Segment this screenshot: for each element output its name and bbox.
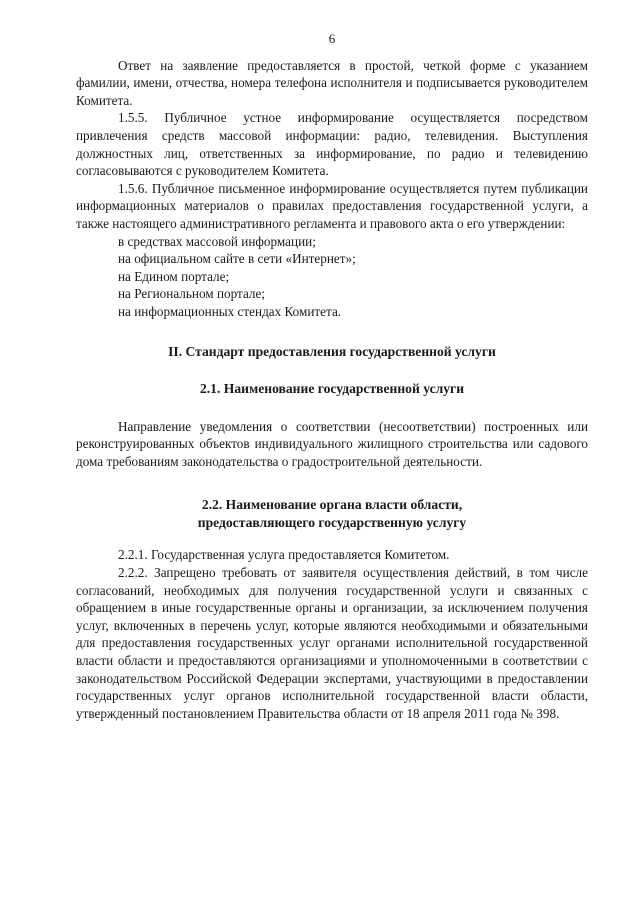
heading-2-1: 2.1. Наименование государственной услуги	[199, 381, 465, 397]
list-item: на официальном сайте в сети «Интернет»;	[118, 251, 356, 267]
list-item: на Региональном портале;	[118, 286, 266, 302]
list-item: на Едином портале;	[118, 268, 230, 284]
paragraph-2-1: Направление уведомления о соответствии (несоответствии) построенных или реконструированных объектов индивидуального жилищного строительства или садового дома требованиям законодательства о градостроительной деятельности.	[76, 418, 588, 469]
heading-2-2	[76, 496, 588, 532]
list-item: в средствах массовой информации;	[118, 233, 316, 249]
paragraph-2-2-2: 2.2.2. Запрещено требовать от заявителя осуществления действий, в том числе согласований, необходимых для получения государственной услуги и связанных с обращением в иные государственные органы и организации, за исключением получения услуг, включенных в перечень услуг, которые являются необходимыми и обязательными для предоставления государственных услуг органами исполнительной государственной власти области и предоставляются организациями и уполномоченными в соответствии с законодательством Российской Федерации экспертами, участвующими в предоставлении государственных услуг органов исполнительной государственной власти области, утвержденный постановлением Правительства области от 18 апреля 2011 года № 398.	[76, 565, 588, 721]
paragraph-1-5-6: 1.5.6. Публичное письменное информирование осуществляется путем публикации информационных материалов о правилах предоставления государственной услуги, а также настоящего административного регламента и правового акта о его утверждении:	[76, 180, 588, 231]
heading-2-2-line2: предоставляющего государственную услугу	[197, 515, 467, 531]
list-item: на информационных стендах Комитета.	[118, 303, 342, 319]
paragraph-1-5-5: 1.5.5. Публичное устное информирование осуществляется посредством привлечения средств массовой информации: радио, телевидения. Выступления должностных лиц, ответственных за информирование, по радио и телевидению согласовываются с руководителем Комитета.	[76, 110, 588, 179]
publication-channels-list	[76, 233, 588, 321]
paragraph-response: Ответ на заявление предоставляется в простой, четкой форме с указанием фамилии, имени, отчества, номера телефона исполнителя и подписывается руководителем Комитета.	[76, 57, 588, 108]
section-heading: II. Стандарт предоставления государственной услуги	[168, 343, 496, 359]
page-number: 6	[328, 31, 336, 46]
heading-2-2-line1: 2.2. Наименование органа власти области,	[201, 497, 463, 513]
paragraph-2-2-1: 2.2.1. Государственная услуга предоставляется Комитетом.	[118, 547, 450, 563]
